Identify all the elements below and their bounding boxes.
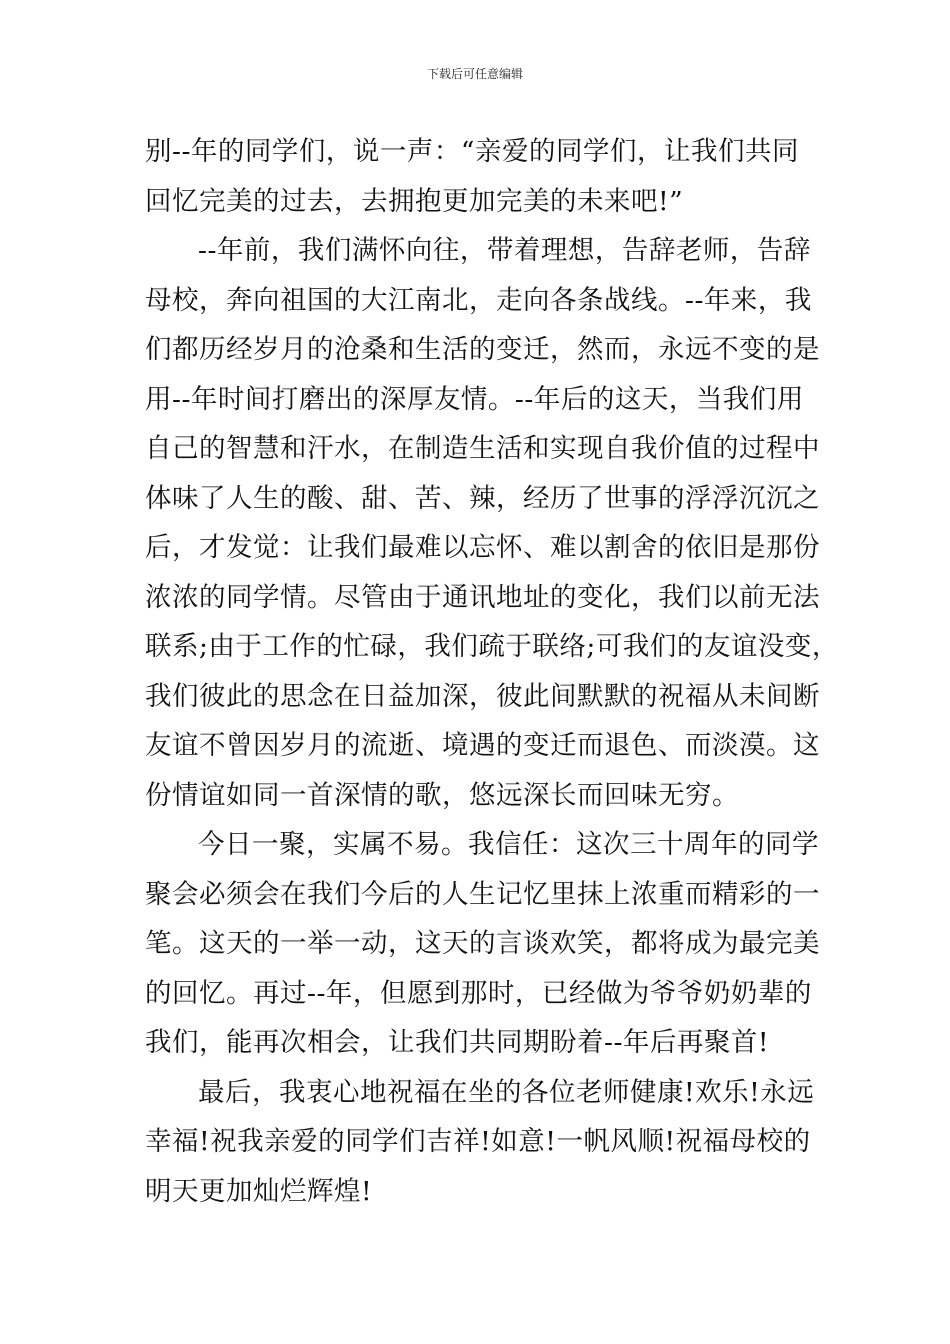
text-line: 浓浓的同学情。尽管由于通讯地址的变化，我们以前无法	[145, 581, 820, 613]
text-line: 份情谊如同一首深情的歌，悠远深长而回味无穷。	[145, 779, 739, 811]
text-line: 联系;由于工作的忙碌，我们疏于联络;可我们的友谊没变，	[145, 631, 839, 662]
text-line: --年前，我们满怀向往，带着理想，告辞老师，告辞	[198, 235, 811, 266]
text-line: 聚会必须会在我们今后的人生记忆里抹上浓重而精彩的一	[145, 878, 820, 910]
text-line: 的回忆。再过--年，但愿到那时，已经做为爷爷奶奶辈的	[145, 977, 812, 1009]
text-line: 后，才发觉：让我们最难以忘怀、难以割舍的依旧是那份	[145, 532, 820, 563]
text-line: 们都历经岁月的沧桑和生活的变迁，然而，永远不变的是	[145, 334, 820, 365]
text-line: 我们，能再次相会，让我们共同期盼着--年后再聚首!	[145, 1027, 770, 1058]
paragraph-3	[145, 820, 835, 1068]
text-line: 最后，我衷心地祝福在坐的各位老师健康!欢乐!永远	[198, 1076, 815, 1108]
page-header: 下载后可任意编辑	[426, 67, 523, 81]
text-line: 自己的智慧和汗水，在制造生活和实现自我价值的过程中	[145, 433, 820, 464]
text-line: 友谊不曾因岁月的流逝、境遇的变迁而退色、而淡漠。这	[145, 730, 820, 761]
text-line: 我们彼此的思念在日益加深，彼此间默默的祝福从未间断	[145, 680, 820, 712]
text-line: 笔。这天的一举一动，这天的言谈欢笑，都将成为最完美	[145, 928, 820, 959]
text-line: 体味了人生的酸、甜、苦、辣，经历了世事的浮浮沉沉之	[145, 482, 820, 514]
paragraph-2	[145, 226, 839, 820]
paragraph-1	[145, 127, 835, 226]
text-line: 明天更加灿烂辉煌!	[145, 1175, 373, 1207]
text-line: 今日一聚，实属不易。我信任：这次三十周年的同学	[198, 829, 819, 860]
paragraph-4	[145, 1068, 835, 1217]
text-line: 母校，奔向祖国的大江南北，走向各条战线。--年来，我	[145, 284, 812, 316]
document-body	[145, 127, 839, 1216]
text-line: 幸福!祝我亲爱的同学们吉祥!如意!一帆风顺!祝福母校的	[145, 1126, 811, 1157]
text-line: 别--年的同学们，说一声：“亲爱的同学们，让我们共同	[145, 136, 799, 167]
text-line: 用--年时间打磨出的深厚友情。--年后的这天，当我们用	[145, 383, 804, 415]
text-line: 回忆完美的过去，去拥抱更加完美的未来吧!”	[145, 185, 684, 217]
